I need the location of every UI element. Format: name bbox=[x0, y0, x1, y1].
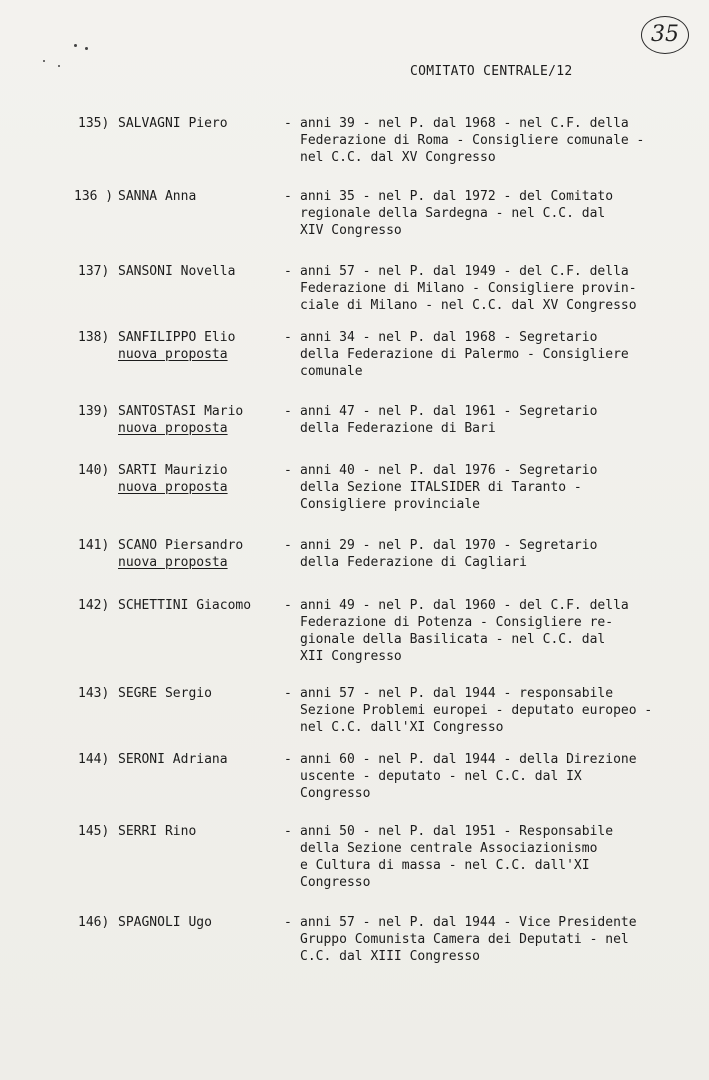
member-description bbox=[300, 115, 700, 166]
description-line: uscente - deputato - nel C.C. dal IX bbox=[300, 769, 582, 784]
entry-dash: - bbox=[284, 915, 292, 930]
description-line: Sezione Problemi europei - deputato europeo - bbox=[300, 703, 653, 718]
member-description bbox=[300, 537, 700, 571]
ink-speck bbox=[74, 44, 77, 47]
entry-dash: - bbox=[284, 463, 292, 478]
description-line: XII Congresso bbox=[300, 649, 402, 664]
page-number: 35 bbox=[641, 16, 689, 54]
description-line: C.C. dal XIII Congresso bbox=[300, 949, 481, 964]
description-line: anni 39 - nel P. dal 1968 - nel C.F. della bbox=[300, 116, 629, 131]
entry-dash: - bbox=[284, 538, 292, 553]
entry-number: 141) bbox=[78, 538, 110, 553]
new-proposal-note: nuova proposta bbox=[118, 347, 228, 362]
entry-number: 135) bbox=[78, 116, 110, 131]
description-line: anni 49 - nel P. dal 1960 - del C.F. della bbox=[300, 598, 629, 613]
entry-number: 142) bbox=[78, 598, 110, 613]
new-proposal-note: nuova proposta bbox=[118, 421, 228, 436]
description-line: comunale bbox=[300, 364, 363, 379]
member-description bbox=[300, 403, 700, 437]
member-name: SANFILIPPO Elio bbox=[118, 330, 236, 345]
description-line: Consigliere provinciale bbox=[300, 497, 481, 512]
member-name: SCANO Piersandro bbox=[118, 538, 244, 553]
entry-dash: - bbox=[284, 189, 292, 204]
description-line: anni 47 - nel P. dal 1961 - Segretario bbox=[300, 404, 598, 419]
ink-speck bbox=[58, 65, 60, 67]
description-line: anni 40 - nel P. dal 1976 - Segretario bbox=[300, 463, 598, 478]
member-description bbox=[300, 823, 700, 891]
description-line: della Federazione di Cagliari bbox=[300, 555, 527, 570]
entry-dash: - bbox=[284, 404, 292, 419]
member-name: SALVAGNI Piero bbox=[118, 116, 228, 131]
member-name: SARTI Maurizio bbox=[118, 463, 228, 478]
description-line: anni 57 - nel P. dal 1944 - Vice Presidente bbox=[300, 915, 637, 930]
description-line: anni 35 - nel P. dal 1972 - del Comitato bbox=[300, 189, 614, 204]
entry-dash: - bbox=[284, 330, 292, 345]
entry-number: 140) bbox=[78, 463, 110, 478]
description-line: della Federazione di Palermo - Consigliere bbox=[300, 347, 629, 362]
member-description bbox=[300, 597, 700, 665]
member-description bbox=[300, 329, 700, 380]
entry-dash: - bbox=[284, 264, 292, 279]
ink-speck bbox=[85, 47, 88, 50]
description-line: Federazione di Milano - Consigliere provin- bbox=[300, 281, 637, 296]
document-header: COMITATO CENTRALE/12 bbox=[410, 64, 573, 79]
description-line: della Federazione di Bari bbox=[300, 421, 496, 436]
entry-number: 146) bbox=[78, 915, 110, 930]
new-proposal-note: nuova proposta bbox=[118, 555, 228, 570]
description-line: Congresso bbox=[300, 786, 371, 801]
entry-number: 143) bbox=[78, 686, 110, 701]
entry-dash: - bbox=[284, 752, 292, 767]
member-name: SANNA Anna bbox=[118, 189, 197, 204]
ink-speck bbox=[43, 60, 45, 62]
description-line: anni 29 - nel P. dal 1970 - Segretario bbox=[300, 538, 598, 553]
description-line: Congresso bbox=[300, 875, 371, 890]
description-line: anni 57 - nel P. dal 1944 - responsabile bbox=[300, 686, 614, 701]
description-line: della Sezione ITALSIDER di Taranto - bbox=[300, 480, 582, 495]
description-line: Gruppo Comunista Camera dei Deputati - nel bbox=[300, 932, 629, 947]
description-line: ciale di Milano - nel C.C. dal XV Congresso bbox=[300, 298, 637, 313]
member-description bbox=[300, 462, 700, 513]
description-line: Federazione di Roma - Consigliere comunale - bbox=[300, 133, 645, 148]
new-proposal-note: nuova proposta bbox=[118, 480, 228, 495]
entry-number: 139) bbox=[78, 404, 110, 419]
description-line: Federazione di Potenza - Consigliere re- bbox=[300, 615, 614, 630]
description-line: della Sezione centrale Associazionismo bbox=[300, 841, 598, 856]
entry-number: 136 ) bbox=[74, 189, 114, 204]
member-name: SANTOSTASI Mario bbox=[118, 404, 244, 419]
entry-number: 144) bbox=[78, 752, 110, 767]
member-description bbox=[300, 685, 700, 736]
description-line: nel C.C. dall'XI Congresso bbox=[300, 720, 504, 735]
description-line: regionale della Sardegna - nel C.C. dal bbox=[300, 206, 606, 221]
description-line: anni 57 - nel P. dal 1949 - del C.F. della bbox=[300, 264, 629, 279]
entry-dash: - bbox=[284, 686, 292, 701]
member-name: SERRI Rino bbox=[118, 824, 197, 839]
description-line: XIV Congresso bbox=[300, 223, 402, 238]
entry-number: 145) bbox=[78, 824, 110, 839]
description-line: e Cultura di massa - nel C.C. dall'XI bbox=[300, 858, 590, 873]
description-line: anni 34 - nel P. dal 1968 - Segretario bbox=[300, 330, 598, 345]
member-description bbox=[300, 263, 700, 314]
entry-number: 137) bbox=[78, 264, 110, 279]
member-description bbox=[300, 914, 700, 965]
description-line: gionale della Basilicata - nel C.C. dal bbox=[300, 632, 606, 647]
member-name: SCHETTINI Giacomo bbox=[118, 598, 252, 613]
entry-dash: - bbox=[284, 824, 292, 839]
member-description bbox=[300, 751, 700, 802]
member-name: SEGRE Sergio bbox=[118, 686, 212, 701]
entry-dash: - bbox=[284, 598, 292, 613]
member-name: SANSONI Novella bbox=[118, 264, 236, 279]
description-line: anni 50 - nel P. dal 1951 - Responsabile bbox=[300, 824, 614, 839]
member-description bbox=[300, 188, 700, 239]
member-name: SPAGNOLI Ugo bbox=[118, 915, 212, 930]
entry-number: 138) bbox=[78, 330, 110, 345]
member-name: SERONI Adriana bbox=[118, 752, 228, 767]
description-line: anni 60 - nel P. dal 1944 - della Direzione bbox=[300, 752, 637, 767]
description-line: nel C.C. dal XV Congresso bbox=[300, 150, 496, 165]
entry-dash: - bbox=[284, 116, 292, 131]
